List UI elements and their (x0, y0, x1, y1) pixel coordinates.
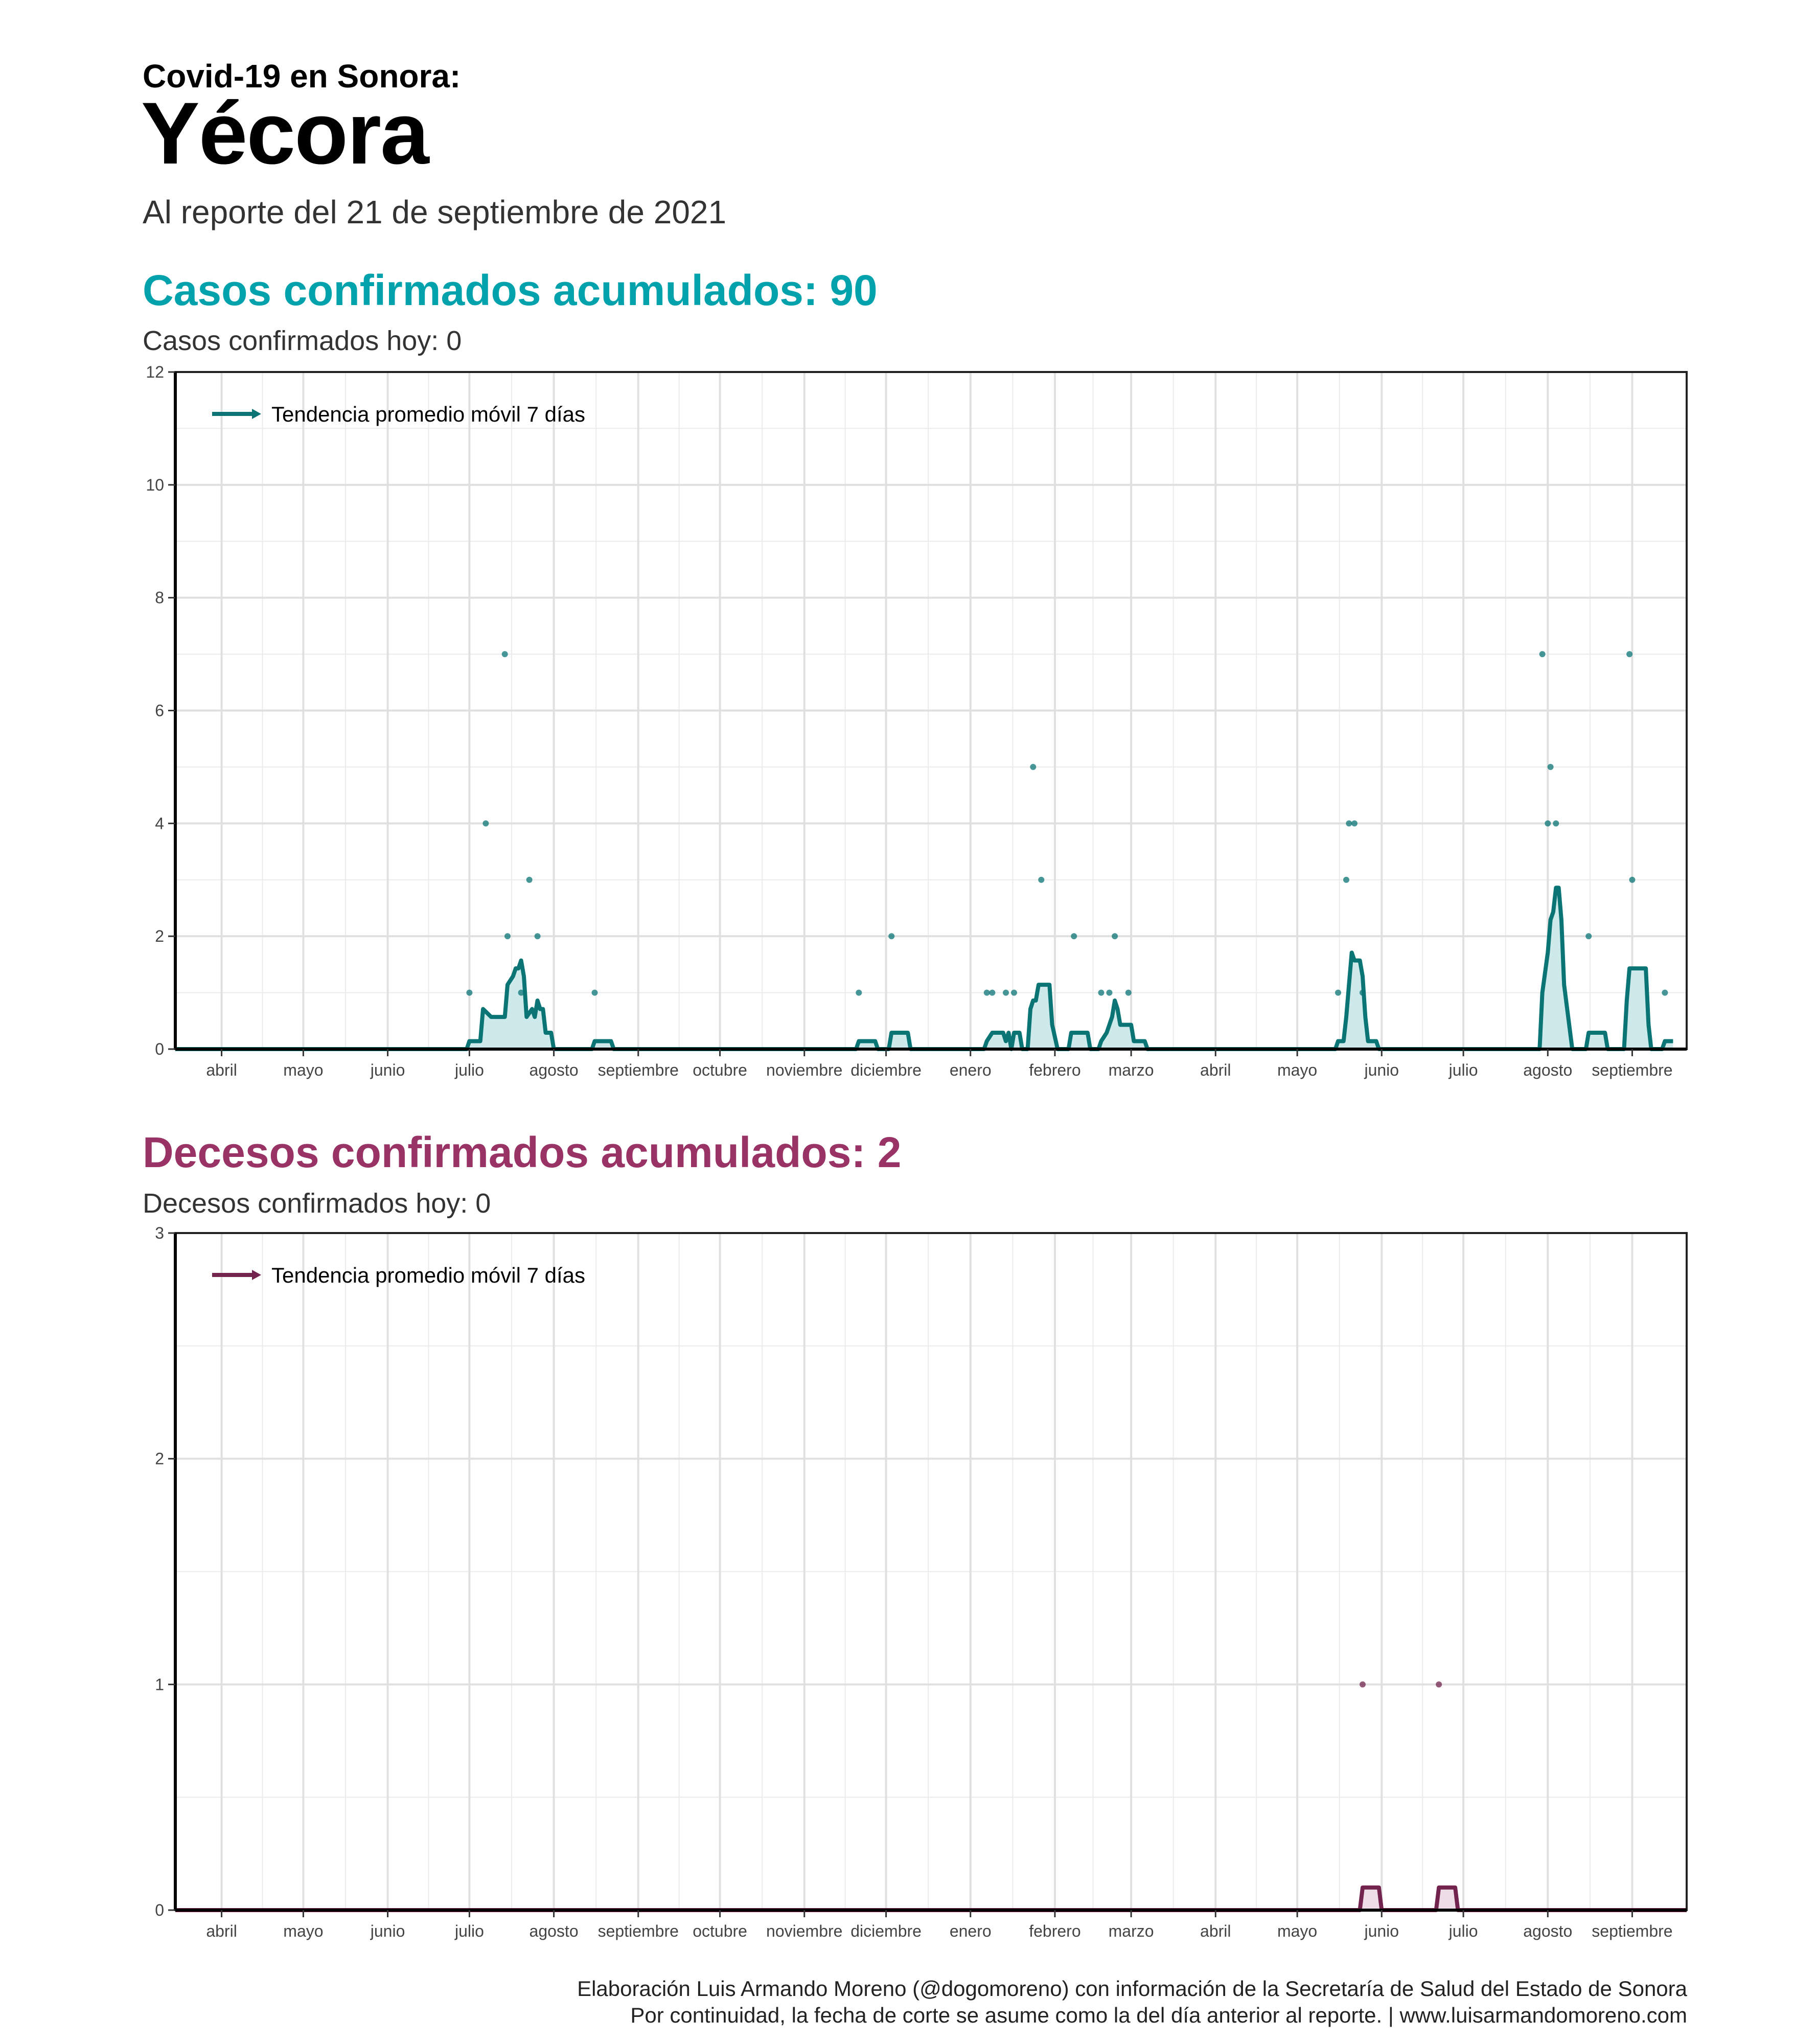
data-point (1545, 820, 1551, 826)
data-point (1360, 990, 1366, 996)
y-tick-label: 2 (155, 927, 164, 946)
data-point (1112, 933, 1118, 939)
y-tick-label: 8 (155, 588, 164, 607)
cases-chart-svg (0, 358, 1817, 1094)
data-point (1662, 990, 1668, 996)
x-tick-label: julio (1448, 1922, 1478, 1940)
x-tick-label: junio (370, 1922, 405, 1940)
x-tick-label: marzo (1108, 1922, 1154, 1940)
x-tick-label: septiembre (1592, 1061, 1673, 1079)
data-point (1125, 990, 1132, 996)
x-tick-label: abril (1200, 1061, 1231, 1079)
data-point (1346, 820, 1352, 826)
deaths-heading: Decesos confirmados acumulados: 2 (143, 1128, 902, 1176)
x-tick-label: mayo (1277, 1061, 1318, 1079)
data-point (1585, 933, 1592, 939)
deaths-today: Decesos confirmados hoy: 0 (143, 1188, 491, 1219)
data-point (482, 820, 489, 826)
x-tick-label: enero (949, 1061, 992, 1079)
page-title: Yécora (141, 84, 428, 182)
y-tick-label: 0 (155, 1040, 164, 1058)
data-point (1548, 764, 1554, 770)
data-point (535, 933, 541, 939)
data-point (1011, 990, 1017, 996)
data-point (1553, 820, 1559, 826)
x-tick-label: agosto (1523, 1922, 1573, 1940)
data-point (888, 933, 894, 939)
data-point (856, 990, 862, 996)
x-tick-label: septiembre (1592, 1922, 1673, 1940)
report-date: Al reporte del 21 de septiembre de 2021 (143, 194, 727, 230)
data-point (526, 877, 533, 883)
x-tick-label: febrero (1029, 1922, 1081, 1940)
legend-label: Tendencia promedio móvil 7 días (271, 402, 586, 426)
y-tick-label: 4 (155, 814, 164, 833)
x-tick-label: octubre (693, 1922, 747, 1940)
x-tick-label: mayo (1277, 1922, 1318, 1940)
data-point (1360, 1681, 1366, 1687)
footer-credit: Elaboración Luis Armando Moreno (@dogomoreno) con información de la Secretaría de Salud del Estado de Sonora (577, 1977, 1687, 2001)
deaths-chart-svg (0, 1219, 1817, 1955)
x-tick-label: mayo (283, 1061, 324, 1079)
x-tick-label: noviembre (766, 1061, 843, 1079)
data-point (989, 990, 995, 996)
data-point (466, 990, 472, 996)
data-point (1539, 651, 1546, 657)
cases-chart (0, 358, 1817, 1094)
x-tick-label: abril (206, 1922, 237, 1940)
cases-today: Casos confirmados hoy: 0 (143, 326, 462, 356)
x-tick-label: septiembre (597, 1922, 679, 1940)
x-tick-label: agosto (529, 1922, 579, 1940)
y-tick-label: 12 (146, 363, 164, 381)
x-tick-label: julio (1448, 1061, 1478, 1079)
x-tick-label: julio (454, 1061, 484, 1079)
x-tick-label: febrero (1029, 1061, 1081, 1079)
x-tick-label: septiembre (597, 1061, 679, 1079)
data-point (1626, 651, 1632, 657)
data-point (518, 990, 524, 996)
x-tick-label: agosto (1523, 1061, 1573, 1079)
footer-note: Por continuidad, la fecha de corte se asume como la del día anterior al reporte. | www.luisarmandomoreno.com (630, 2003, 1687, 2027)
data-point (1436, 1681, 1442, 1687)
supertitle: Covid-19 en Sonora: (143, 58, 461, 95)
data-point (592, 990, 598, 996)
x-tick-label: junio (370, 1061, 405, 1079)
y-tick-label: 3 (155, 1224, 164, 1242)
x-tick-label: mayo (283, 1922, 324, 1940)
x-tick-label: noviembre (766, 1922, 843, 1940)
y-tick-label: 10 (146, 475, 164, 494)
data-point (502, 651, 508, 657)
x-tick-label: diciembre (850, 1061, 922, 1079)
x-tick-label: enero (949, 1922, 992, 1940)
x-tick-label: junio (1364, 1922, 1399, 1940)
data-point (504, 933, 511, 939)
x-tick-label: junio (1364, 1061, 1399, 1079)
y-tick-label: 0 (155, 1901, 164, 1919)
x-tick-label: julio (454, 1922, 484, 1940)
x-tick-label: abril (206, 1061, 237, 1079)
data-point (1003, 990, 1009, 996)
y-tick-label: 6 (155, 701, 164, 720)
data-point (1335, 990, 1341, 996)
y-tick-label: 1 (155, 1675, 164, 1694)
data-point (1030, 764, 1036, 770)
data-point (1071, 933, 1077, 939)
x-tick-label: abril (1200, 1922, 1231, 1940)
data-point (1106, 990, 1112, 996)
legend-label: Tendencia promedio móvil 7 días (271, 1263, 586, 1287)
data-point (984, 990, 990, 996)
x-tick-label: octubre (693, 1061, 747, 1079)
y-tick-label: 2 (155, 1449, 164, 1468)
deaths-chart (0, 1219, 1817, 1955)
data-point (1351, 820, 1358, 826)
data-point (1343, 877, 1349, 883)
x-tick-label: agosto (529, 1061, 579, 1079)
data-point (1038, 877, 1044, 883)
x-tick-label: diciembre (850, 1922, 922, 1940)
data-point (1098, 990, 1104, 996)
data-point (1629, 877, 1635, 883)
cases-heading: Casos confirmados acumulados: 90 (143, 266, 878, 314)
x-tick-label: marzo (1108, 1061, 1154, 1079)
